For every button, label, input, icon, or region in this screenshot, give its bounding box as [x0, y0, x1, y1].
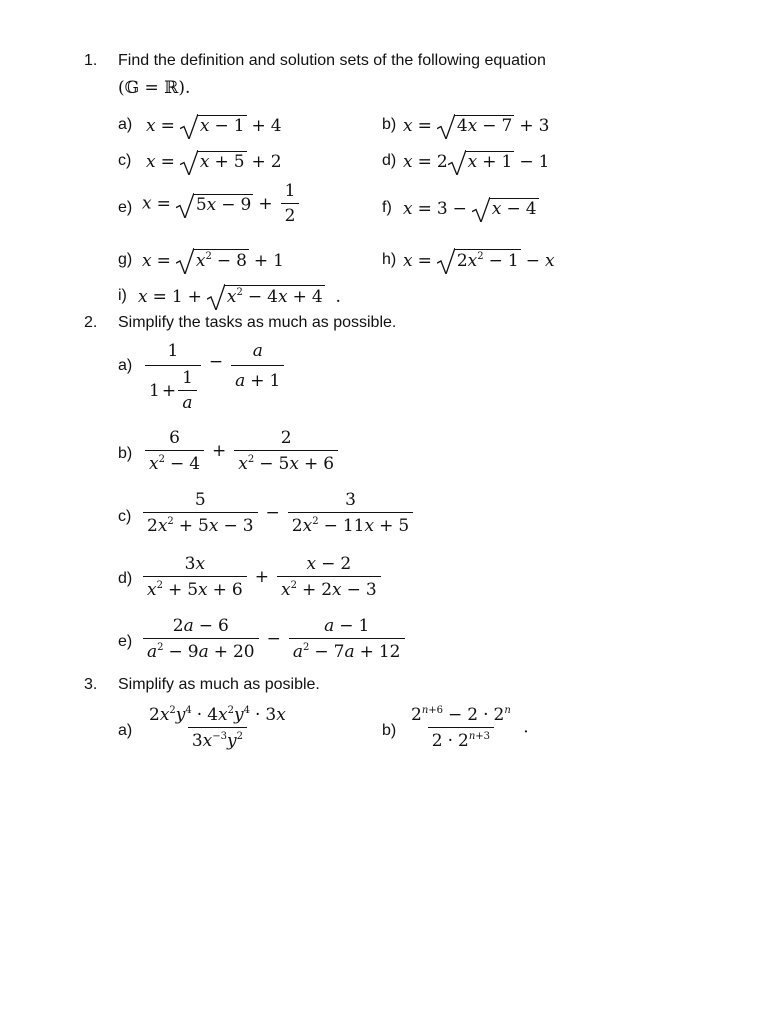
item-label: c)	[118, 508, 132, 525]
equation-1h: x = $2x^2 - 1 - x$	[403, 249, 555, 270]
equation-1c: x = x + 5 + 2	[146, 151, 282, 171]
equation-1f: x = 3 − x − 4	[403, 198, 539, 218]
expression-3a: $\frac{2x^2y^4 \cdot 4x^2y^4 \cdot 3x}{3x^{-3}y^2}$	[149, 705, 286, 751]
domain-note: (𝔾 = ℝ).	[118, 78, 191, 98]
item-label: f)	[382, 199, 392, 216]
problem-prompt: Simplify the tasks as much as possible.	[118, 314, 397, 331]
equation-1g: x = $x^2 - 8 + 1$	[142, 249, 284, 270]
item-label: d)	[382, 152, 397, 169]
problem-number: 3.	[84, 676, 98, 693]
problem-prompt: Find the definition and solution sets of the following equation	[118, 52, 546, 69]
item-label: h)	[382, 251, 397, 268]
item-label: b)	[382, 722, 397, 739]
expression-2e: $\frac{2a - 6}{a^2 - 9a + 20}$ − $\frac{a - 1}{a^2 - 7a + 12}$	[140, 618, 408, 661]
expression-3b: $\frac{2^{n+6} - 2 \cdot 2^n}{2 \cdot 2^{n+3}}$ .	[411, 705, 529, 751]
item-label: a)	[118, 722, 133, 739]
problem-prompt: Simplify as much as posible.	[118, 676, 320, 693]
equation-1d: x = 2 x + 1 − 1	[403, 151, 549, 171]
equation-1i: x = 1 + $x^2 - 4x + 4$ .	[138, 285, 341, 306]
item-label: b)	[382, 116, 397, 133]
item-label: a)	[118, 357, 133, 374]
item-label: e)	[118, 633, 133, 650]
expression-2c: $\frac{5}{2x^2 + 5x - 3}$ − $\frac{3}{2x^2 - 11x + 5}$	[140, 492, 416, 535]
item-label: a)	[118, 116, 133, 133]
expression-2b: $\frac{6}{x^2 - 4}$ + $\frac{2}{x^2 - 5x + 6}$	[142, 430, 341, 473]
equation-1e: x = 5x − 9 + $\frac{1}{2}$	[142, 183, 302, 225]
item-label: i)	[118, 287, 127, 304]
item-label: b)	[118, 445, 133, 462]
item-label: e)	[118, 199, 133, 216]
expression-2d: $\frac{3x}{x^2 + 5x + 6}$ + $\frac{x - 2}{x^2 + 2x - 3}$	[140, 556, 384, 599]
expression-2a: 1 1 + $\frac{1}{a}$ − $\frac{a}{a + 1}$	[142, 343, 287, 412]
problem-number: 2.	[84, 314, 98, 331]
item-label: d)	[118, 570, 133, 587]
equation-1b: x = 4x − 7 + 3	[403, 115, 549, 135]
problem-number: 1.	[84, 52, 98, 69]
equation-1a: x = x − 1 + 4	[146, 115, 282, 135]
item-label: c)	[118, 152, 132, 169]
item-label: g)	[118, 251, 133, 268]
